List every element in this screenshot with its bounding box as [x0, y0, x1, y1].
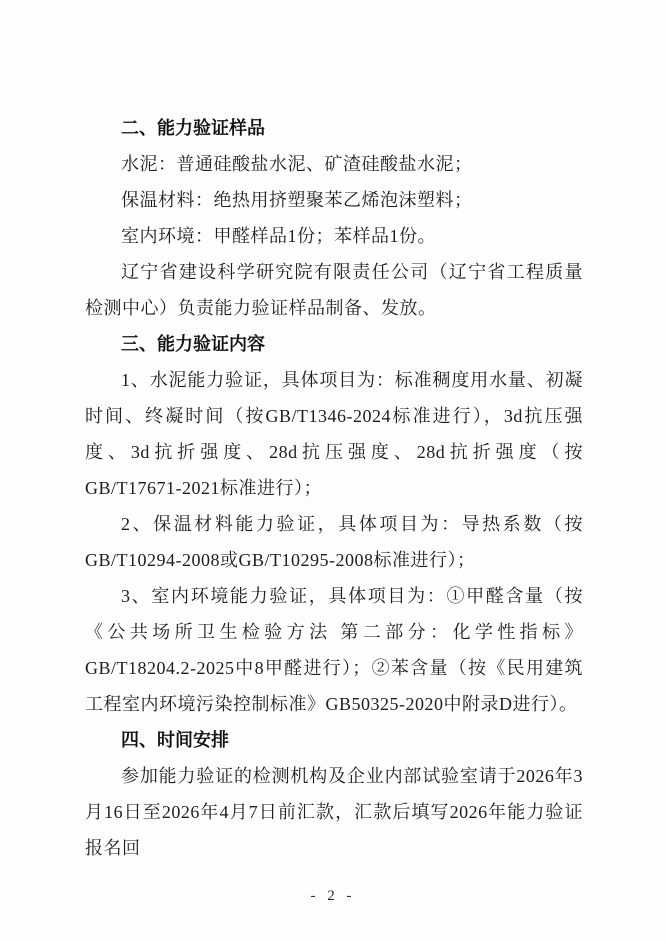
document-body — [85, 110, 583, 866]
paragraph-schedule: 参加能力验证的检测机构及企业内部试验室请于2026年3月16日至2026年4月7日前汇款，汇款后填写2026年能力验证报名回 — [85, 766, 583, 858]
section-heading-content: 三、能力验证内容 — [121, 334, 265, 354]
paragraph-sample-provider: 辽宁省建设科学研究院有限责任公司（辽宁省工程质量检测中心）负责能力验证样品制备、发放。 — [85, 262, 583, 318]
paragraph-insulation-items: 2、保温材料能力验证，具体项目为：导热系数（按GB/T10294-2008或GB/T10295-2008标准进行）； — [85, 514, 583, 570]
paragraph-insulation-sample: 保温材料：绝热用挤塑聚苯乙烯泡沫塑料； — [121, 190, 473, 210]
section-heading-samples: 二、能力验证样品 — [121, 118, 265, 138]
paragraph-indoor-items: 3、室内环境能力验证，具体项目为：①甲醛含量（按《公共场所卫生检验方法 第二部分：化学性指标》GB/T18204.2-2025中8甲醛进行）；②苯含量（按《民用建筑工程室内环境污染控制标准》GB50325-2020中附录D进行）。 — [85, 586, 583, 714]
paragraph-indoor-sample: 室内环境：甲醛样品1份；苯样品1份。 — [121, 226, 436, 246]
page-number: - 2 - — [310, 888, 356, 904]
paragraph-cement-sample: 水泥：普通硅酸盐水泥、矿渣硅酸盐水泥； — [121, 154, 473, 174]
paragraph-cement-items: 1、水泥能力验证，具体项目为：标准稠度用水量、初凝时间、终凝时间（按GB/T1346-2024标准进行），3d抗压强度、3d抗折强度、28d抗压强度、28d抗折强度（按GB/T17671-2021标准进行）； — [85, 370, 583, 498]
section-heading-schedule: 四、时间安排 — [121, 730, 229, 750]
